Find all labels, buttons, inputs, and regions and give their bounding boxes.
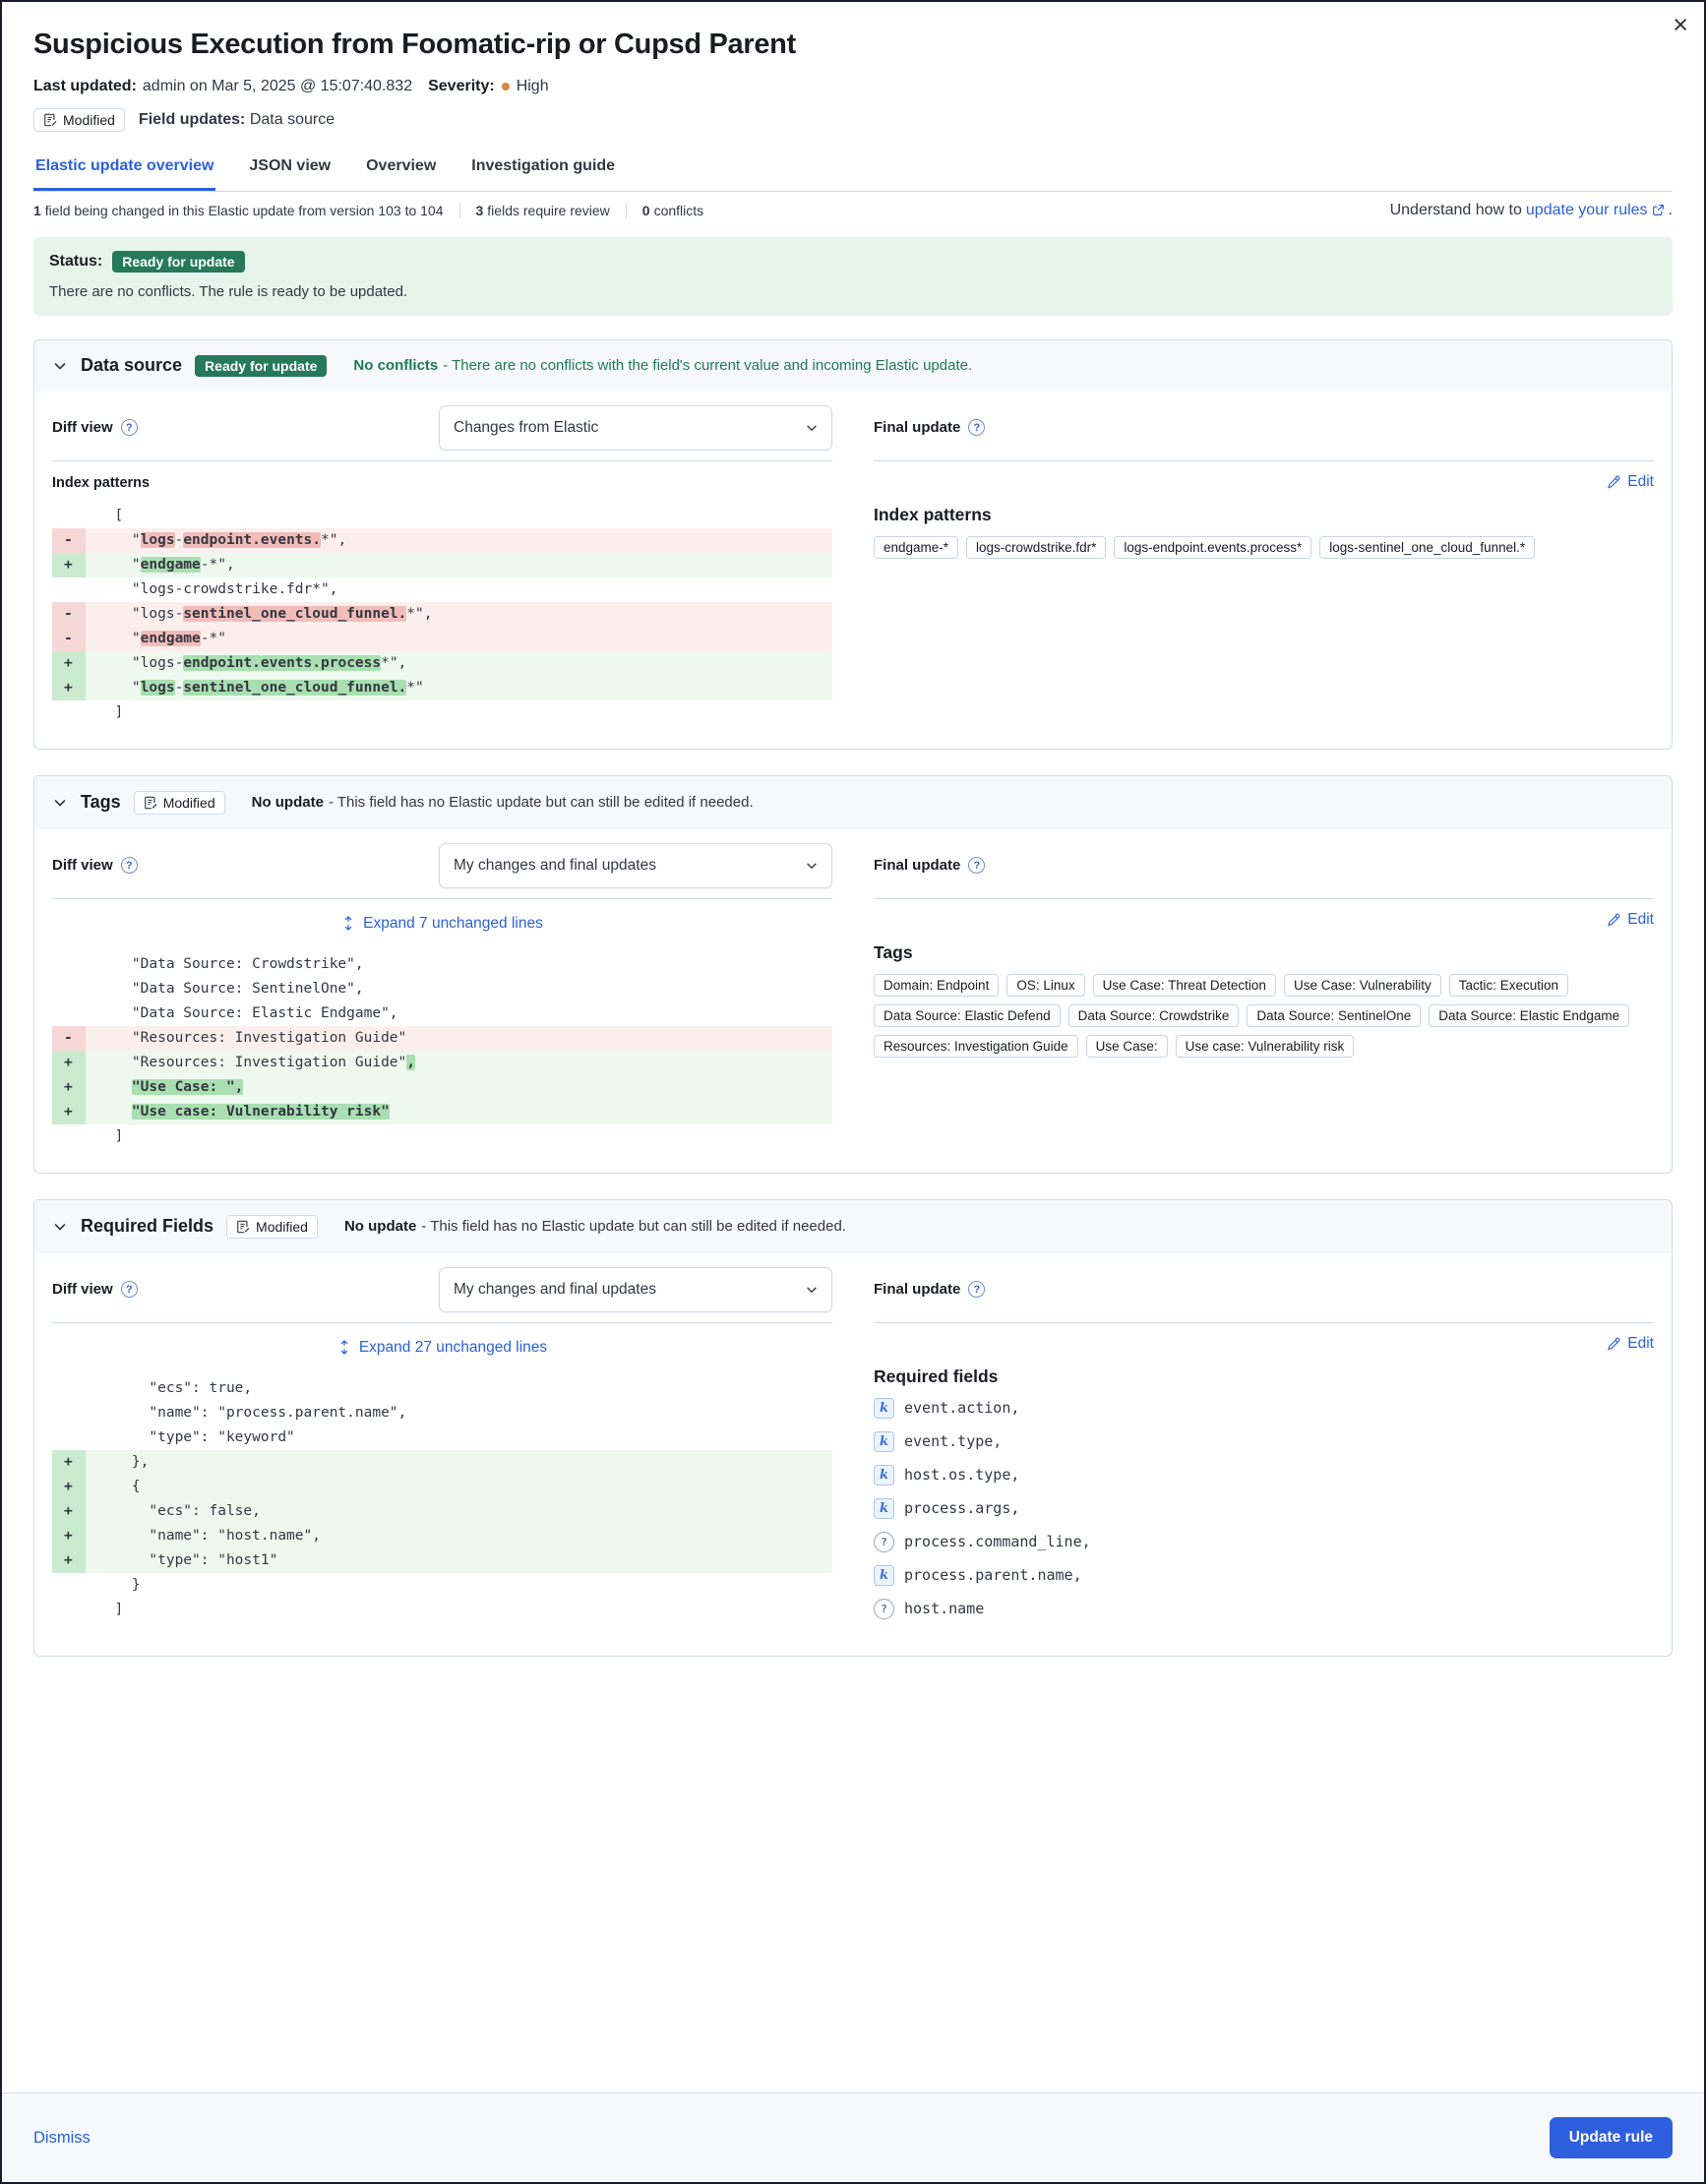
status-bold: No conflicts [353,357,439,375]
help-prefix: Understand how to [1389,201,1522,218]
tags-badges [874,974,1654,1058]
fields-review-count [476,203,610,218]
flyout-header [2,2,1704,231]
document-edit-icon [144,796,157,810]
unknown-type-icon: ? [874,1599,894,1619]
diff-view-label: Diff view ? [52,1281,138,1298]
status-badge: Ready for update [112,251,244,273]
diff-view-select-value: My changes and final updates [454,1280,656,1298]
required-field-item [874,1431,1654,1452]
diff-line: + "logs-sentinel_one_cloud_funnel.*" [52,676,832,700]
pencil-icon [1607,475,1620,489]
keyword-type-icon: k [874,1431,894,1452]
section-required-fields-header[interactable] [34,1200,1672,1253]
rule-badges [33,108,1673,132]
diff-view-label: Diff view ? [52,857,138,874]
help-icon[interactable]: ? [121,857,138,874]
pencil-icon [1607,913,1620,927]
tag-badge: OS: Linux [1006,974,1084,997]
edit-button[interactable]: Edit [874,473,1654,491]
expand-unchanged-lines-button[interactable]: Expand 27 unchanged lines [52,1339,832,1357]
rule-meta [33,78,1673,95]
required-field-item [874,1398,1654,1419]
unknown-type-icon: ? [874,1532,894,1552]
diff-line: + }, [52,1450,832,1475]
diff-line: "Data Source: SentinelOne", [97,980,364,997]
severity-label: Severity: [428,77,495,94]
help-icon[interactable]: ? [121,1281,138,1298]
update-your-rules-link[interactable]: update your rules [1525,201,1648,218]
diff-code-block [52,1376,832,1622]
severity [428,78,549,95]
tag-badge: Use Case: Threat Detection [1093,974,1276,997]
section-data-source [33,339,1673,750]
section-status-text [252,794,754,811]
tag-badge: Resources: Investigation Guide [874,1035,1078,1058]
chevron-down-icon [52,795,68,811]
final-update-label: Final update ? [874,857,985,874]
diff-view-select-value: Changes from Elastic [454,418,599,436]
final-update-column [874,1257,1654,1632]
diff-line: "Data Source: Elastic Endgame", [97,1004,398,1021]
required-fields-list [874,1398,1654,1619]
diff-view-label: Diff view ? [52,419,138,436]
help-icon[interactable]: ? [121,419,138,436]
tag-badge: Use case: Vulnerability risk [1176,1035,1355,1058]
final-field-title: Index patterns [874,504,992,524]
index-pattern-badge: logs-sentinel_one_cloud_funnel.* [1319,536,1535,559]
edit-button[interactable]: Edit [874,1335,1654,1353]
diff-line: "logs-crowdstrike.fdr*", [97,580,338,597]
tag-badge: Use Case: Vulnerability [1284,974,1441,997]
chevron-down-icon [52,1219,68,1235]
chevron-down-icon [805,859,819,873]
conflicts-number: 0 [641,202,650,218]
modified-badge-label: Modified [256,1218,308,1235]
section-data-source-header[interactable] [34,340,1672,392]
separator [626,203,627,218]
help-suffix: . [1668,201,1673,218]
modified-badge-label: Modified [162,794,215,811]
diff-line: + "type": "host1" [52,1548,832,1573]
dismiss-button[interactable]: Dismiss [33,2128,91,2147]
tab-json-view[interactable]: JSON view [249,156,332,174]
last-updated-label: Last updated: [33,77,137,94]
diff-line: [ [97,507,124,523]
diff-line: - "endgame-*" [52,627,832,651]
tag-badge: Data Source: SentinelOne [1247,1004,1421,1027]
diff-column [52,1257,832,1632]
diff-line: "ecs": true, [97,1379,253,1396]
tag-badge: Data Source: Elastic Endgame [1429,1004,1629,1027]
modified-badge [134,791,225,815]
expand-icon [337,1340,351,1355]
diff-line: + "Resources: Investigation Guide", [52,1051,832,1075]
status-bold: No update [343,1218,417,1236]
diff-line: + "Use Case: ", [52,1075,832,1100]
severity-value: High [516,77,549,94]
diff-line: + "Use case: Vulnerability risk" [52,1100,832,1124]
tag-badge: Data Source: Elastic Defend [874,1004,1061,1027]
diff-column [52,395,832,725]
diff-code-block [52,504,832,725]
field-name: process.args, [904,1499,1020,1518]
chevron-down-icon [805,421,819,435]
required-field-item [874,1498,1654,1519]
final-update-column [874,395,1654,725]
diff-line: + "ecs": false, [52,1499,832,1524]
tag-badge: Data Source: Crowdstrike [1068,1004,1240,1027]
keyword-type-icon: k [874,1398,894,1419]
field-updates [139,111,335,129]
diff-line: - "logs-sentinel_one_cloud_funnel.*", [52,602,832,627]
last-updated-value: admin on Mar 5, 2025 @ 15:07:40.832 [142,77,413,94]
update-rule-button[interactable]: Update rule [1550,2117,1673,2158]
section-tags-header[interactable] [34,776,1672,829]
diff-field-subtitle: Index patterns [52,474,151,491]
field-name: process.parent.name, [904,1566,1082,1585]
external-link-icon [1652,204,1665,216]
fields-changed-text: field being changed in this Elastic update from version 103 to 104 [44,202,444,218]
modified-badge-label: Modified [63,111,115,128]
section-status-text [353,357,972,374]
field-name: event.type, [904,1432,1003,1451]
keyword-type-icon: k [874,1498,894,1519]
section-status-text [344,1218,846,1235]
modified-badge [226,1215,318,1239]
edit-button[interactable]: Edit [874,911,1654,929]
fields-review-text: fields require review [487,202,610,218]
pencil-icon [1607,1337,1620,1351]
diff-column [52,833,832,1149]
diff-line: - "Resources: Investigation Guide" [52,1026,832,1051]
final-update-label: Final update ? [874,419,985,436]
diff-line: "type": "keyword" [97,1428,295,1445]
diff-view-select[interactable] [439,843,832,888]
flyout-footer [2,2093,1704,2182]
tag-badge: Domain: Endpoint [874,974,999,997]
expand-unchanged-lines-button[interactable]: Expand 7 unchanged lines [52,915,832,933]
separator [459,203,460,218]
diff-line: ] [97,703,124,720]
status-message: There are no conflicts. The rule is ready to be updated. [49,282,408,300]
severity-dot-icon [502,83,510,91]
help-icon[interactable]: ? [968,1281,985,1298]
keyword-type-icon: k [874,1465,894,1486]
update-summary-bar [33,192,1673,231]
field-name: host.os.type, [904,1466,1020,1485]
field-name: host.name [904,1600,985,1618]
help-icon[interactable]: ? [968,857,985,874]
tab-elastic-update-overview[interactable]: Elastic update overview [33,150,215,191]
help-icon[interactable]: ? [968,419,985,436]
field-name: event.action, [904,1399,1020,1418]
tag-badge: Tactic: Execution [1449,974,1568,997]
index-pattern-badge: logs-endpoint.events.process* [1114,536,1311,559]
section-title: Data source [81,355,183,376]
help-text [1390,202,1673,219]
final-update-label: Final update ? [874,1281,985,1298]
conflicts-count [642,203,703,218]
diff-line: ] [97,1127,124,1144]
required-field-item [874,1599,1654,1619]
tab-overview[interactable]: Overview [366,156,437,174]
fields-changed-count [33,203,444,218]
section-title: Tags [81,792,121,813]
diff-line: + { [52,1475,832,1499]
rule-title: Suspicious Execution from Foomatic-rip or Cupsd Parent [33,29,796,60]
document-edit-icon [43,113,57,127]
required-field-item [874,1532,1654,1552]
fields-changed-number: 1 [33,202,41,218]
expand-icon [341,916,355,931]
fields-review-number: 3 [475,202,484,218]
status-rest: - This field has no Elastic update but can still be edited if needed. [421,1218,846,1236]
diff-line: - "logs-endpoint.events.*", [52,528,832,553]
field-updates-label: Field updates: [138,110,246,128]
final-field-title: Required fields [874,1365,999,1386]
final-update-column [874,833,1654,1149]
conflicts-text: conflicts [653,202,704,218]
status-label: Status: [49,252,103,270]
diff-line: "name": "process.parent.name", [97,1404,407,1421]
document-edit-icon [236,1220,250,1234]
tab-bar [33,150,1673,192]
diff-line: + "name": "host.name", [52,1524,832,1548]
diff-line: } [97,1576,141,1593]
diff-line: ] [97,1601,124,1617]
chevron-down-icon [52,358,68,374]
required-field-item [874,1565,1654,1586]
diff-code-block [52,952,832,1149]
final-field-title: Tags [874,941,913,962]
close-icon[interactable]: × [1673,10,1688,39]
status-rest: - There are no conflicts with the field's current value and incoming Elastic update. [443,357,973,375]
modified-badge [33,108,125,132]
status-panel [33,237,1673,316]
diff-line: + "logs-endpoint.events.process*", [52,651,832,676]
section-tags [33,775,1673,1174]
field-updates-value: Data source [249,110,335,128]
diff-view-select-value: My changes and final updates [454,856,656,874]
tab-investigation-guide[interactable]: Investigation guide [471,156,616,174]
section-required-fields [33,1199,1673,1657]
required-field-item [874,1465,1654,1486]
section-title: Required Fields [81,1216,214,1237]
index-patterns-badges [874,536,1654,559]
status-rest: - This field has no Elastic update but can still be edited if needed. [328,794,754,812]
index-pattern-badge: logs-crowdstrike.fdr* [966,536,1106,559]
diff-line: "Data Source: Crowdstrike", [97,955,364,972]
ready-for-update-badge: Ready for update [195,355,327,377]
diff-view-select[interactable] [439,1267,832,1312]
chevron-down-icon [805,1283,819,1297]
diff-line: + "endgame-*", [52,553,832,577]
index-pattern-badge: endgame-* [874,536,958,559]
tag-badge: Use Case: [1086,1035,1168,1058]
field-name: process.command_line, [904,1533,1091,1551]
status-bold: No update [251,794,324,812]
keyword-type-icon: k [874,1565,894,1586]
diff-view-select[interactable] [439,405,832,451]
